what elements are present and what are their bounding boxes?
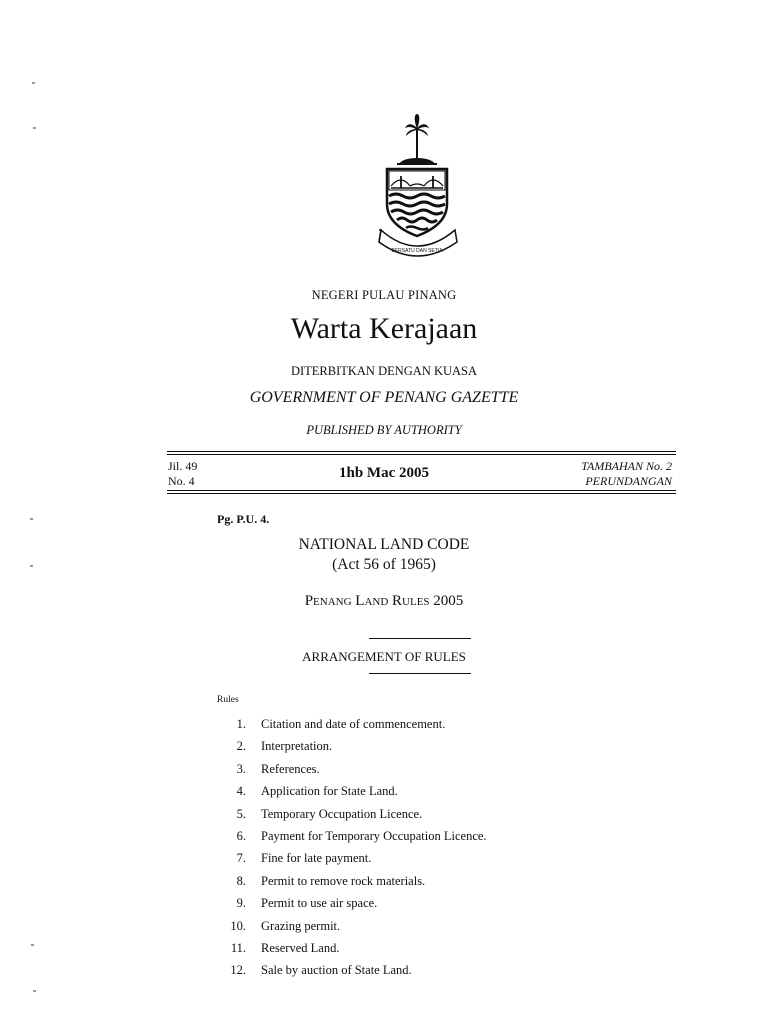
palm-tree-icon [405,114,429,158]
rules-column-label: Rules [217,695,239,705]
rule-item [218,716,487,738]
gazette-title: Warta Kerajaan [290,312,478,345]
masthead-rule-top [167,451,676,452]
rules-list [218,716,487,985]
rule-number: 2. [236,739,246,754]
rule-item [218,962,487,984]
state-name: NEGERI PULAU PINANG [311,288,457,302]
divider-above-arrangement [369,638,471,639]
act-number: (Act 56 of 1965) [332,556,436,573]
issue-date: 1hb Mac 2005 [339,465,429,481]
published-by-english: PUBLISHED BY AUTHORITY [306,423,462,437]
masthead-rule-bottom [167,490,676,491]
rule-text: References. [261,761,320,776]
pu-reference: Pg. P.U. 4. [217,512,270,526]
rule-item [218,895,487,917]
rule-text: Fine for late payment. [261,851,372,866]
issue-number: No. 4 [168,474,195,488]
rule-item [218,828,487,850]
penang-coat-of-arms [377,112,459,262]
rule-text: Reserved Land. [261,940,340,955]
rule-item [218,806,487,828]
rule-number: 4. [236,784,246,799]
published-by-malay: DITERBITKAN DENGAN KUASA [290,364,478,378]
rule-number: 5. [236,806,246,821]
rule-number: 7. [236,851,246,866]
rule-number: 11. [230,940,246,955]
scan-speck [30,518,33,520]
scan-speck [32,82,35,84]
shield-icon [387,169,447,236]
rule-item [218,761,487,783]
divider-below-arrangement [369,673,471,674]
rule-number: 1. [236,717,246,731]
crest-motto: BERSATU DAN SETIA [391,248,443,254]
rule-number: 10. [230,918,246,933]
masthead-rule-bottom-inner [167,493,676,494]
rule-item [218,738,487,760]
masthead-supplement-block [581,459,672,489]
supplement-category: PERUNDANGAN [585,474,672,488]
volume-number: Jil. 49 [168,459,198,473]
rule-item [218,783,487,805]
rule-text: Payment for Temporary Occupation Licence. [261,828,487,843]
rule-number: 12. [230,963,246,978]
rule-text: Temporary Occupation Licence. [261,806,423,821]
scan-speck [31,944,34,946]
scan-speck [30,565,33,567]
rule-text: Permit to use air space. [261,896,378,911]
rules-title: Penang Land Rules 2005 [304,593,464,609]
gazette-english-title: GOVERNMENT OF PENANG GAZETTE [249,389,519,406]
rule-text: Permit to remove rock materials. [261,873,426,888]
rule-text: Citation and date of commencement. [261,717,446,731]
scan-speck [33,127,36,129]
scan-speck [33,990,36,992]
supplement-number: TAMBAHAN No. 2 [581,459,672,473]
rule-text: Grazing permit. [261,918,341,933]
rule-number: 6. [236,828,246,843]
arrangement-heading: ARRANGEMENT OF RULES [302,649,466,664]
rule-number: 9. [236,896,246,911]
masthead-rule-top-inner [167,454,676,455]
code-title: NATIONAL LAND CODE [298,536,470,553]
rule-item [218,918,487,940]
rule-item [218,940,487,962]
rule-item [218,873,487,895]
rule-text: Sale by auction of State Land. [261,963,412,978]
rule-number: 8. [236,873,246,888]
rule-text: Interpretation. [261,739,333,754]
rule-item [218,850,487,872]
rule-number: 3. [236,761,246,776]
rule-text: Application for State Land. [261,784,398,799]
